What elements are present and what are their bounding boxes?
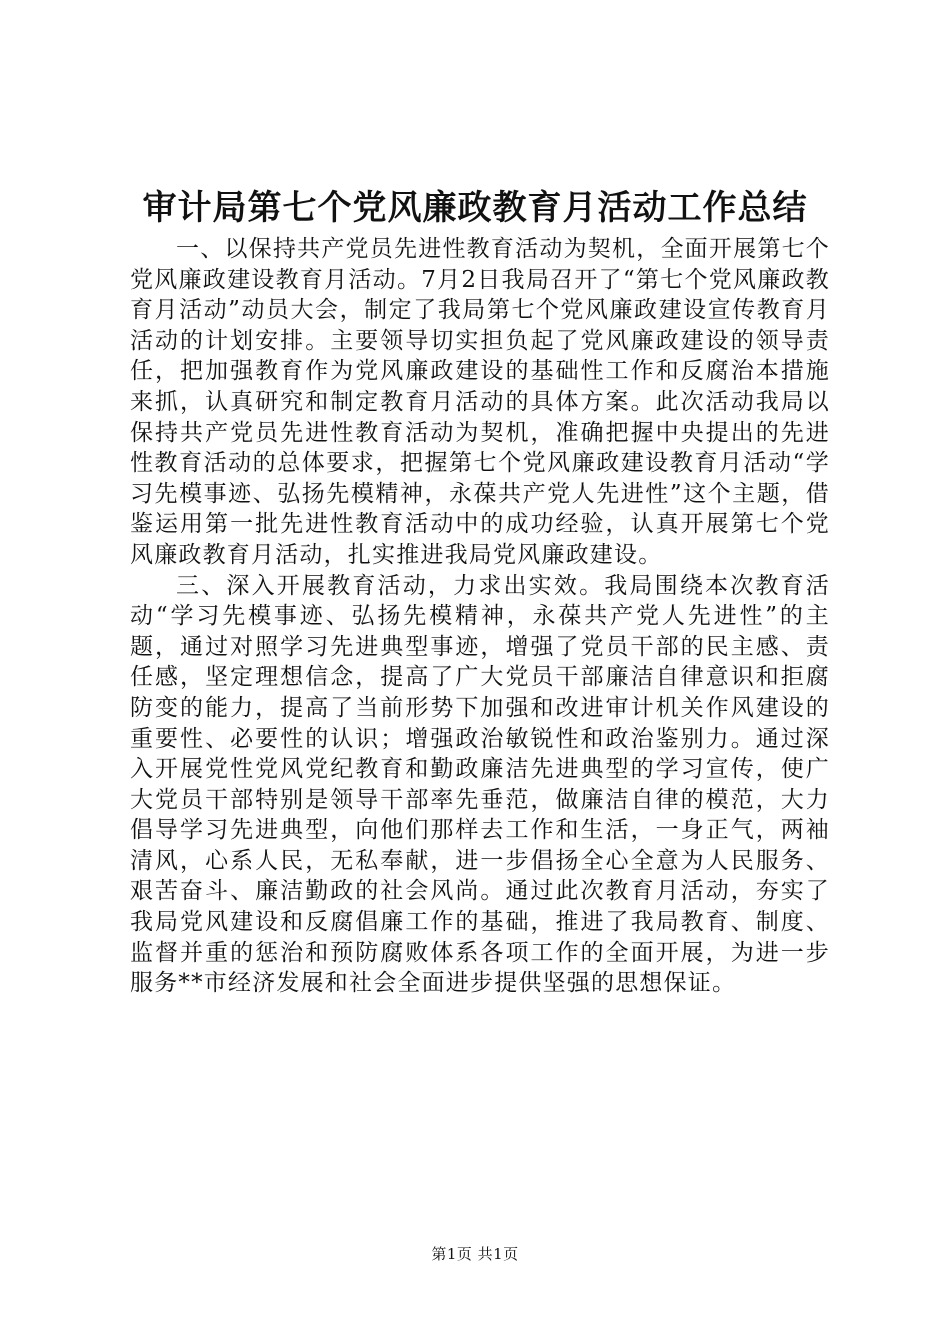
paragraph-1: 一、以保持共产党员先进性教育活动为契机，全面开展第七个党风廉政建设教育月活动。7月2日我局召开了“第七个党风廉政教育月活动”动员大会，制定了我局第七个党风廉政建设宣传教育月活动的计划安排。主要领导切实担负起了党风廉政建设的领导责任，把加强教育作为党风廉政建设的基础性工作和反腐治本措施来抓，认真研究和制定教育月活动的具体方案。此次活动我局以保持共产党员先进性教育活动为契机，准确把握中央提出的先进性教育活动的总体要求，把握第七个党风廉政建设教育月活动“学习先模事迹、弘扬先模精神，永葆共产党人先进性”这个主题，借鉴运用第一批先进性教育活动中的成功经验，认真开展第七个党风廉政教育月活动，扎实推进我局党风廉政建设。 bbox=[130, 236, 830, 568]
paragraph-2: 三、深入开展教育活动，力求出实效。我局围绕本次教育活动“学习先模事迹、弘扬先模精神，永葆共产党人先进性”的主题，通过对照学习先进典型事迹，增强了党员干部的民主感、责任感，坚定理想信念，提高了广大党员干部廉洁自律意识和拒腐防变的能力，提高了当前形势下加强和改进审计机关作风建设的重要性、必要性的认识；增强政治敏锐性和政治鉴别力。通过深入开展党性党风党纪教育和勤政廉洁先进典型的学习宣传，使广大党员干部特别是领导干部率先垂范，做廉洁自律的模范，大力倡导学习先进典型，向他们那样去工作和生活，一身正气，两袖清风，心系人民，无私奉献，进一步倡扬全心全意为人民服务、艰苦奋斗、廉洁勤政的社会风尚。通过此次教育月活动，夯实了我局党风建设和反腐倡廉工作的基础，推进了我局教育、制度、监督并重的惩治和预防腐败体系各项工作的全面开展，为进一步服务**市经济发展和社会全面进步提供坚强的思想保证。 bbox=[130, 572, 830, 997]
document-body bbox=[130, 234, 830, 999]
document-title: 审计局第七个党风廉政教育月活动工作总结 bbox=[142, 188, 808, 228]
page-footer: 第1页 共1页 bbox=[431, 1245, 519, 1263]
